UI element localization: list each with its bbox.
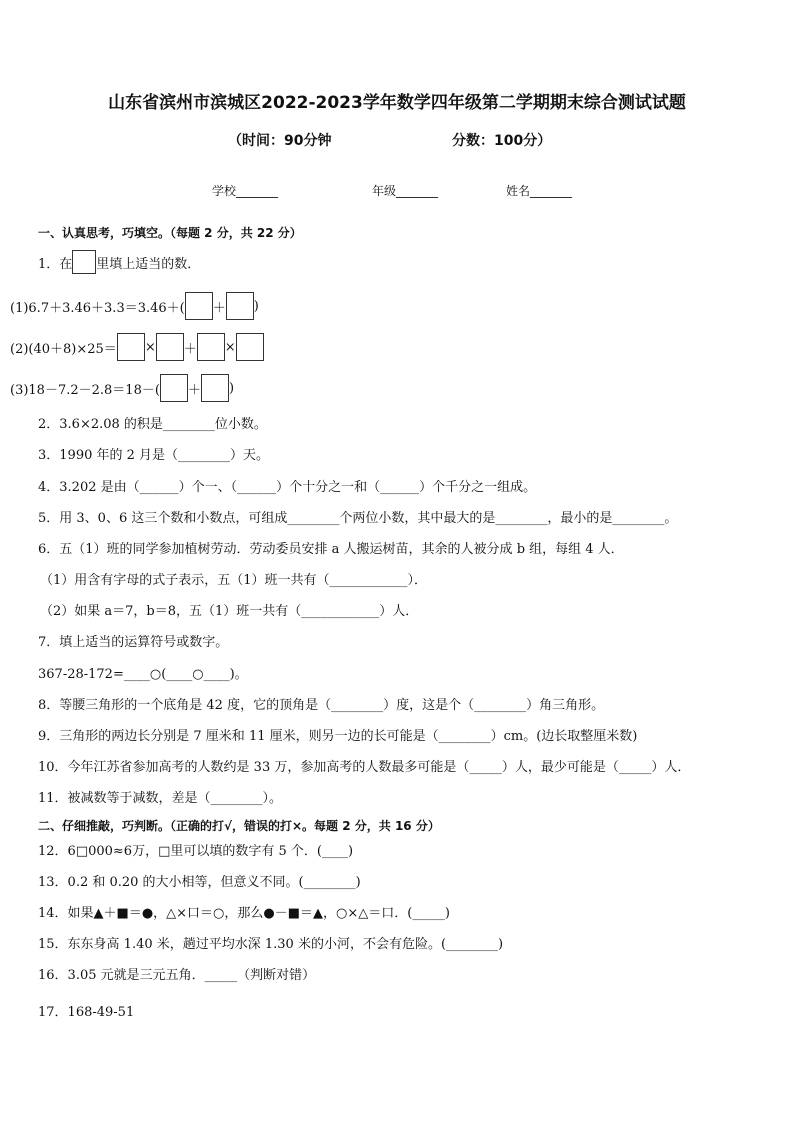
close-paren: )	[228, 380, 235, 396]
question-14: 14．如果▲＋■＝●，△×口＝○，那么●－■＝▲，○×△＝口．(_____)	[38, 906, 450, 921]
close-paren: )	[253, 298, 259, 314]
answer-box[interactable]	[201, 374, 229, 402]
answer-box[interactable]	[156, 333, 184, 361]
question-3: 3．1990 年的 2 月是（________）天。	[38, 448, 270, 463]
question-16: 16．3.05 元就是三元五角．_____（判断对错）	[38, 968, 316, 983]
answer-box[interactable]	[236, 333, 264, 361]
question-17: 17．168-49-51	[38, 1005, 135, 1020]
answer-box[interactable]	[185, 292, 213, 320]
question-15: 15．东东身高 1.40 米，趟过平均水深 1.30 米的小河，不会有危险。(________)	[38, 937, 504, 952]
answer-box[interactable]	[160, 374, 188, 402]
exam-score: 分数：100分）	[452, 133, 552, 149]
question-9: 9．三角形的两边长分别是 7 厘米和 11 厘米，则另一边的长可能是（________）cm。(边长取整厘米数)	[38, 729, 638, 744]
question-6-part-1: （1）用含有字母的式子表示，五（1）班一共有（____________）．	[40, 573, 428, 588]
question-1-part-1	[10, 292, 259, 320]
question-13: 13．0.2 和 0.20 的大小相等，但意义不同。(________)	[38, 875, 361, 890]
question-1-part-3	[10, 374, 234, 402]
answer-box[interactable]	[117, 333, 145, 361]
page-title: 山东省滨州市滨城区2022-2023学年数学四年级第二学期期末综合测试试题	[108, 93, 686, 113]
plus-sign: ＋	[212, 300, 226, 316]
times-sign: ×	[144, 339, 156, 355]
answer-box[interactable]	[226, 292, 254, 320]
question-6-part-2: （2）如果 a＝7，b＝8，五（1）班一共有（____________）人．	[40, 604, 419, 619]
answer-box[interactable]	[72, 250, 96, 274]
question-10: 10．今年江苏省参加高考的人数约是 33 万，参加高考的人数最多可能是（_____）人，最少可能是（_____）人．	[38, 760, 691, 775]
question-6: 6．五（1）班的同学参加植树劳动．劳动委员安排 a 人搬运树苗，其余的人被分成 b 组，每组 4 人．	[38, 542, 624, 557]
question-1-part-2	[10, 333, 264, 361]
question-12: 12．6□000≈6万，□里可以填的数字有 5 个．(____)	[38, 844, 354, 859]
q1-p2-text: (2)(40＋8)×25＝	[10, 341, 117, 357]
q1-p3-text: (3)18－7.2－2.8＝18－(	[10, 382, 160, 398]
question-7: 7．填上适当的运算符号或数字。	[38, 635, 229, 650]
question-1-intro	[38, 250, 200, 274]
question-4: 4．3.202 是由（______）个一、（______）个十分之一和（______）个千分之一组成。	[38, 480, 537, 495]
section-2-heading: 二、仔细推敲，巧判断。（正确的打√，错误的打×。每题 2 分，共 16 分）	[38, 819, 440, 833]
q1-intro-text-b: 里填上适当的数．	[96, 256, 201, 272]
school-field: 学校_______	[212, 184, 279, 198]
question-8: 8．等腰三角形的一个底角是 42 度，它的顶角是（________）度，这是个（________）角三角形。	[38, 698, 605, 713]
question-7-expression: 367-28-172=____○(____○____)。	[38, 667, 248, 682]
plus-sign: ＋	[183, 341, 197, 357]
plus-sign: ＋	[187, 382, 201, 398]
question-2: 2．3.6×2.08 的积是________位小数。	[38, 417, 267, 432]
grade-field: 年级_______	[372, 184, 439, 198]
q1-p1-text: (1)6.7＋3.46＋3.3＝3.46＋(	[10, 300, 185, 316]
question-11: 11．被减数等于减数，差是（________）。	[38, 791, 283, 806]
question-5: 5．用 3、0、6 这三个数和小数点，可组成________个两位小数，其中最大的是________，最小的是________。	[38, 511, 678, 526]
times-sign: ×	[224, 339, 236, 355]
exam-time: （时间：90分钟	[228, 133, 332, 149]
name-field: 姓名_______	[506, 184, 573, 198]
section-1-heading: 一、认真思考，巧填空。（每题 2 分，共 22 分）	[38, 226, 302, 240]
q1-intro-text-a: 1．在	[38, 256, 73, 272]
answer-box[interactable]	[197, 333, 225, 361]
